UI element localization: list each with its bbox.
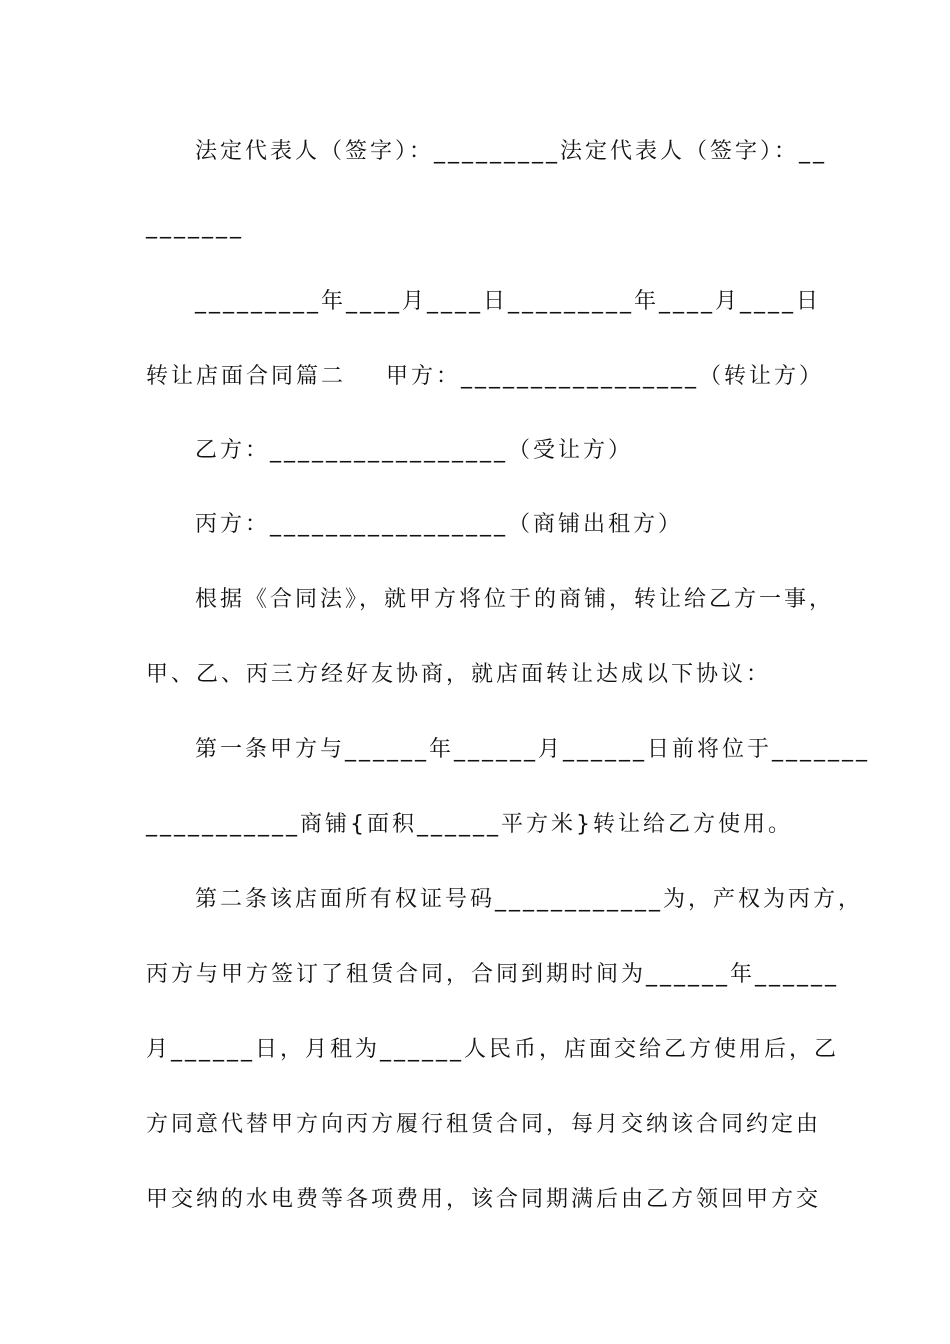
signature-line-continued: _______: [146, 214, 244, 239]
paragraph-line: 丙方与甲方签订了租赁合同，合同到期时间为______年______: [146, 962, 840, 987]
party-c-line: 丙方：_________________（商铺出租方）: [195, 512, 684, 537]
date-line: _________年____月____日_________年____月____日: [195, 289, 822, 314]
paragraph-line: 方同意代替甲方向丙方履行租赁合同，每月交纳该合同约定由: [146, 1112, 822, 1137]
paragraph-line: 甲交纳的水电费等各项费用，该合同期满后由乙方领回甲方交: [146, 1187, 822, 1212]
article-two-line: 第二条该店面所有权证号码____________为，产权为丙方，: [195, 887, 864, 912]
party-b-line: 乙方：_________________（受让方）: [195, 438, 634, 463]
signature-line: 法定代表人（签字）：_________法定代表人（签字）：__: [195, 139, 828, 164]
paragraph-line: 甲、乙、丙三方经好友协商，就店面转让达成以下协议：: [146, 662, 772, 687]
article-one-line: 第一条甲方与______年______月______日前将位于_______: [195, 737, 871, 762]
paragraph-line: 月______日，月租为______人民币，店面交给乙方使用后，乙: [146, 1037, 840, 1062]
paragraph-line: 根据《合同法》，就甲方将位于的商铺，转让给乙方一事，: [195, 587, 835, 612]
article-one-line-continued: ___________商铺{面积______平方米}转让给乙方使用。: [146, 812, 793, 837]
contract-heading-party-a: 转让店面合同篇二 甲方：_________________（转让方）: [146, 364, 824, 389]
